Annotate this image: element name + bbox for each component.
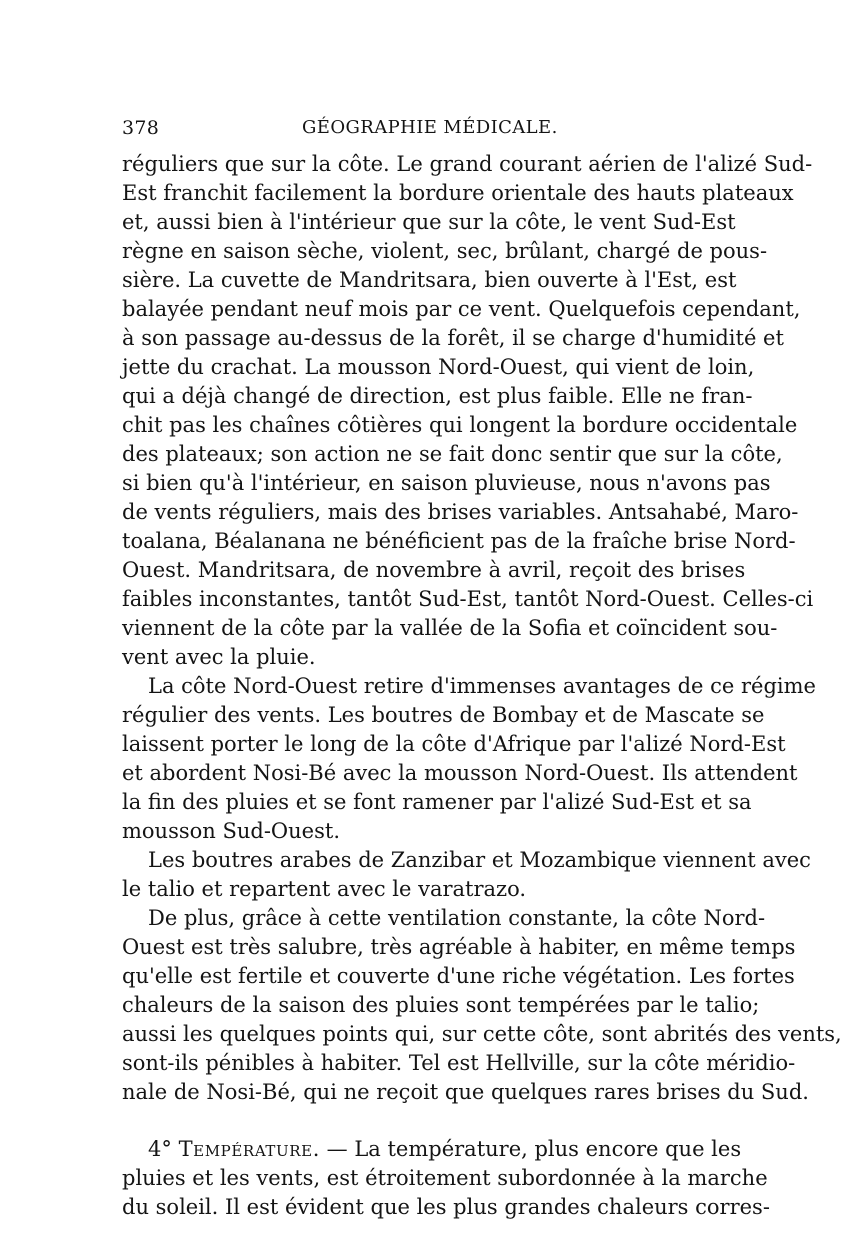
text-line: sière. La cuvette de Mandritsara, bien ouverte à l'Est, est — [122, 268, 737, 292]
text-line: réguliers que sur la côte. Le grand courant aérien de l'alizé Sud- — [122, 152, 813, 176]
text-line: Ouest. Mandritsara, de novembre à avril, reçoit des brises — [122, 558, 746, 582]
text-line: chaleurs de la saison des pluies sont tempérées par le talio; — [122, 993, 760, 1017]
text-line: balayée pendant neuf mois par ce vent. Quelquefois cependant, — [122, 297, 801, 321]
text-line: à son passage au-dessus de la forêt, il se charge d'humidité et — [122, 326, 784, 350]
text-line: viennent de la côte par la vallée de la Sofia et coïncident sou- — [122, 616, 778, 640]
text-line: chit pas les chaînes côtières qui longent la bordure occidentale — [122, 413, 798, 437]
text-line: nale de Nosi-Bé, qui ne reçoit que quelques rares brises du Sud. — [122, 1080, 809, 1104]
section-heading-line — [122, 1135, 742, 1164]
text-line: du soleil. Il est évident que les plus grandes chaleurs corres- — [122, 1195, 770, 1219]
text-line: des plateaux; son action ne se fait donc sentir que sur la côte, — [122, 442, 783, 466]
text-line: laissent porter le long de la côte d'Afrique par l'alizé Nord-Est — [122, 732, 786, 756]
text-line: vent avec la pluie. — [122, 645, 316, 669]
section-spacer — [122, 1107, 677, 1135]
section-number: 4° — [148, 1137, 172, 1161]
text-line: régulier des vents. Les boutres de Bombay et de Mascate se — [122, 703, 765, 727]
paragraph-arab-boats — [122, 846, 811, 904]
text-line: De plus, grâce à cette ventilation constante, la côte Nord- — [148, 906, 766, 930]
page-number: 378 — [122, 117, 160, 139]
text-line: Est franchit facilement la bordure orientale des hauts plateaux — [122, 181, 794, 205]
text-line: aussi les quelques points qui, sur cette côte, sont abrités des vents, — [122, 1022, 842, 1046]
paragraph-ventilation — [122, 904, 842, 1107]
text-line: de vents réguliers, mais des brises variables. Antsahabé, Maro- — [122, 500, 799, 524]
text-line: pluies et les vents, est étroitement subordonnée à la marche — [122, 1166, 768, 1190]
body-text — [122, 150, 842, 1222]
text-line: la fin des pluies et se font ramener par l'alizé Sud-Est et sa — [122, 790, 752, 814]
text-line: faibles inconstantes, tantôt Sud-Est, tantôt Nord-Ouest. Celles-ci — [122, 587, 814, 611]
paragraph-wind-regime — [122, 150, 814, 672]
text-line: mousson Sud-Ouest. — [122, 819, 340, 843]
text-line: La côte Nord-Ouest retire d'immenses avantages de ce régime — [148, 674, 816, 698]
section-temperature — [122, 1135, 770, 1222]
text-line: le talio et repartent avec le varatrazo. — [122, 877, 527, 901]
running-header — [122, 117, 677, 143]
section-title: Température. — [178, 1137, 320, 1161]
paragraph-northwest-coast — [122, 672, 816, 846]
text-line: si bien qu'à l'intérieur, en saison pluvieuse, nous n'avons pas — [122, 471, 771, 495]
text-line: Ouest est très salubre, très agréable à habiter, en même temps — [122, 935, 796, 959]
text-line: règne en saison sèche, violent, sec, brûlant, chargé de pous- — [122, 239, 768, 263]
text-line: sont-ils pénibles à habiter. Tel est Hellville, sur la côte méridio- — [122, 1051, 796, 1075]
text-line: qu'elle est fertile et couverte d'une riche végétation. Les fortes — [122, 964, 795, 988]
text-line: Les boutres arabes de Zanzibar et Mozambique viennent avec — [148, 848, 811, 872]
text-line: qui a déjà changé de direction, est plus faible. Elle ne fran- — [122, 384, 753, 408]
running-title: GÉOGRAPHIE MÉDICALE. — [302, 117, 558, 138]
text-line: jette du crachat. La mousson Nord-Ouest, qui vient de loin, — [122, 355, 755, 379]
text-line: toalana, Béalanana ne bénéficient pas de la fraîche brise Nord- — [122, 529, 796, 553]
text-line: et, aussi bien à l'intérieur que sur la côte, le vent Sud-Est — [122, 210, 736, 234]
section-first-line-text: — La température, plus encore que les — [320, 1137, 742, 1161]
text-line: et abordent Nosi-Bé avec la mousson Nord-Ouest. Ils attendent — [122, 761, 798, 785]
